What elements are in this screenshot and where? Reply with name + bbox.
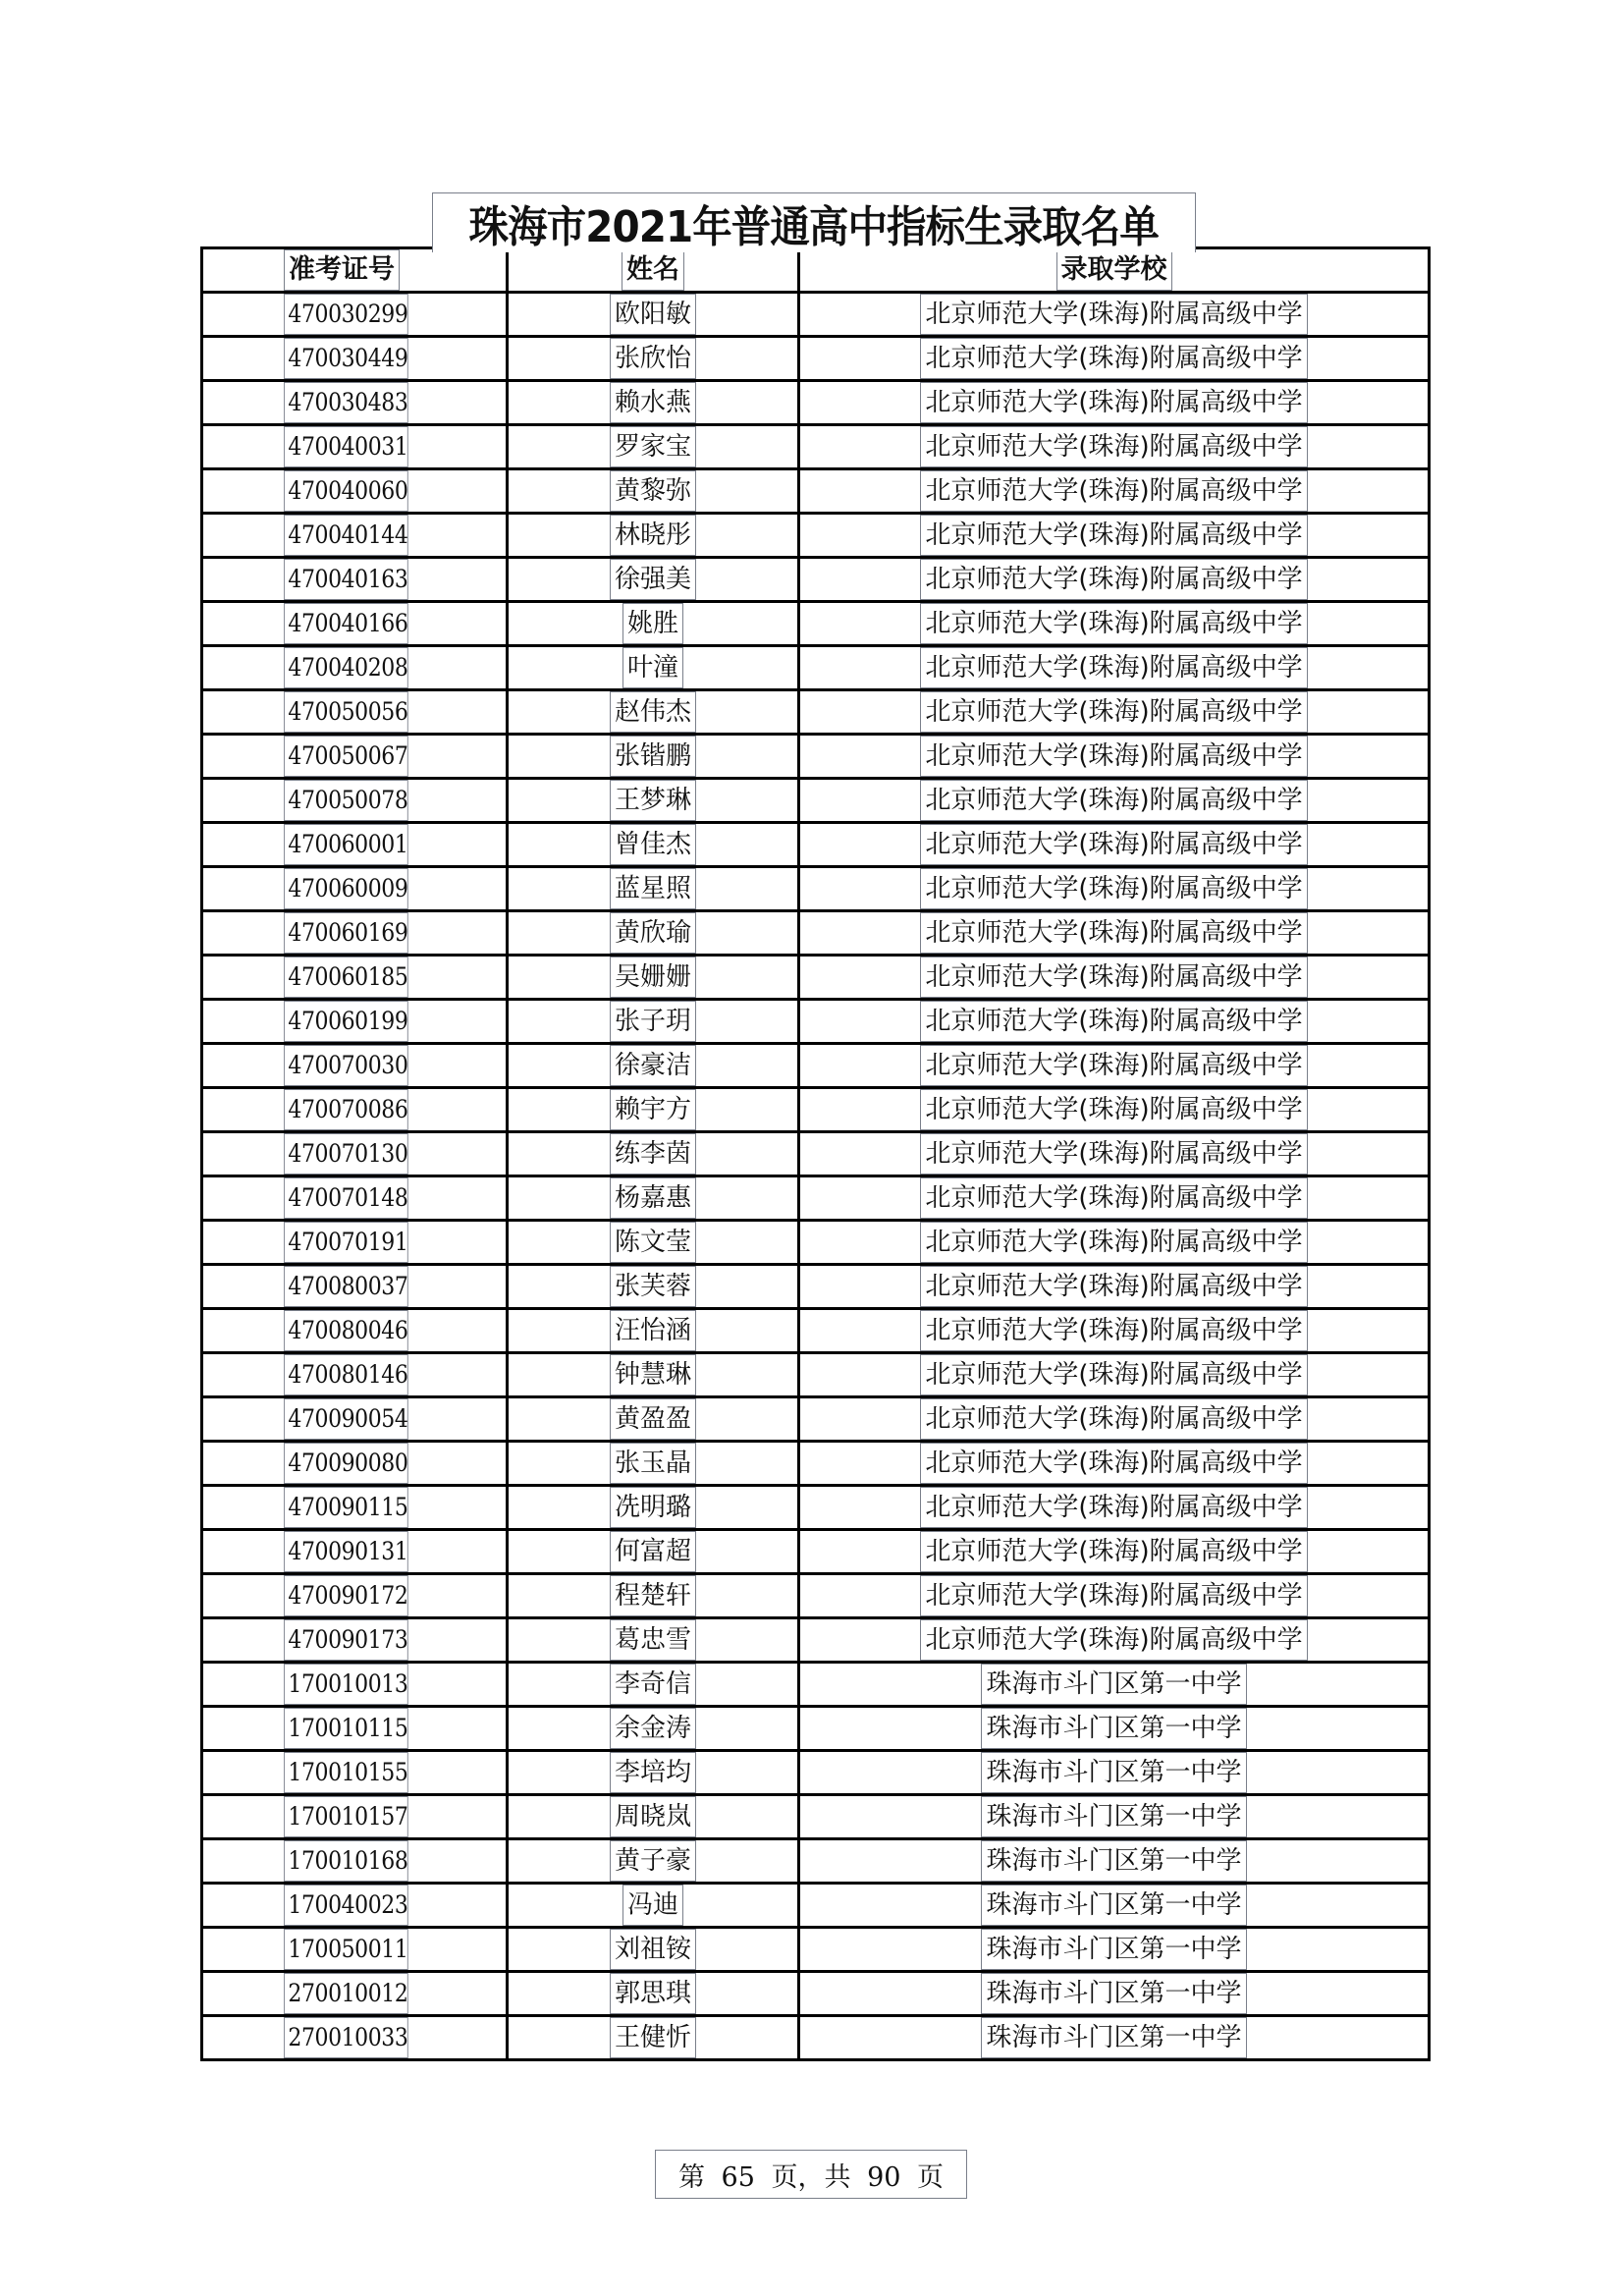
exam-id-cell: [202, 469, 508, 514]
table-row: [202, 956, 1430, 1000]
school-cell-text: 北京师范大学(珠海)附属高级中学: [920, 1531, 1307, 1572]
school-cell: [799, 1795, 1430, 1839]
student-name-cell-text: 林晓彤: [610, 515, 696, 556]
school-cell: [799, 867, 1430, 911]
header-school-label: 录取学校: [1056, 249, 1172, 291]
school-cell: [799, 1309, 1430, 1353]
student-name-cell-text: 张锴鹏: [610, 736, 696, 777]
exam-id-cell: [202, 1132, 508, 1176]
student-name-cell: [508, 293, 799, 337]
exam-id-cell: [202, 1884, 508, 1928]
exam-id-cell-text: 470090173: [284, 1619, 408, 1661]
exam-id-cell: [202, 558, 508, 602]
school-cell-text: 北京师范大学(珠海)附属高级中学: [920, 1487, 1307, 1528]
exam-id-cell: [202, 1795, 508, 1839]
school-cell-text: 北京师范大学(珠海)附属高级中学: [920, 691, 1307, 733]
exam-id-cell: [202, 1176, 508, 1221]
school-cell-text: 北京师范大学(珠海)附属高级中学: [920, 338, 1307, 379]
exam-id-cell: [202, 779, 508, 823]
student-name-cell: [508, 1663, 799, 1707]
student-name-cell: [508, 1221, 799, 1265]
exam-id-cell: [202, 1442, 508, 1486]
school-cell-text: 北京师范大学(珠海)附属高级中学: [920, 1619, 1307, 1661]
document-title: 珠海市2021年普通高中指标生录取名单: [468, 202, 1160, 252]
exam-id-cell: [202, 514, 508, 558]
exam-id-cell-text: 170040023: [284, 1885, 408, 1926]
student-name-cell-text: 何富超: [610, 1531, 696, 1572]
school-cell-text: 北京师范大学(珠海)附属高级中学: [920, 1001, 1307, 1042]
exam-id-cell-text: 470050078: [284, 780, 408, 821]
table-row: [202, 735, 1430, 779]
school-cell: [799, 1618, 1430, 1663]
school-cell-text: 北京师范大学(珠海)附属高级中学: [920, 603, 1307, 644]
student-name-cell: [508, 911, 799, 956]
exam-id-cell: [202, 602, 508, 646]
school-cell-text: 北京师范大学(珠海)附属高级中学: [920, 1443, 1307, 1484]
student-name-cell: [508, 469, 799, 514]
school-cell: [799, 646, 1430, 690]
exam-id-cell-text: 470050056: [284, 691, 408, 733]
school-cell: [799, 1176, 1430, 1221]
exam-id-cell-text: 470040031: [284, 426, 408, 467]
exam-id-cell: [202, 1265, 508, 1309]
student-name-cell: [508, 1972, 799, 2016]
school-cell-text: 珠海市斗门区第一中学: [981, 1973, 1246, 2014]
school-cell-text: 北京师范大学(珠海)附属高级中学: [920, 1222, 1307, 1263]
table-row: [202, 867, 1430, 911]
school-cell: [799, 1044, 1430, 1088]
school-cell-text: 北京师范大学(珠海)附属高级中学: [920, 824, 1307, 865]
exam-id-cell-text: 470060001: [284, 824, 408, 865]
table-row: [202, 1309, 1430, 1353]
student-name-cell-text: 郭思琪: [610, 1973, 696, 2014]
table-row: [202, 1088, 1430, 1132]
exam-id-cell-text: 170010168: [284, 1840, 408, 1882]
student-name-cell-text: 冼明璐: [610, 1487, 696, 1528]
exam-id-cell-text: 470090054: [284, 1398, 408, 1440]
table-row: [202, 1839, 1430, 1884]
student-name-cell: [508, 1309, 799, 1353]
exam-id-cell: [202, 1663, 508, 1707]
table-row: [202, 1221, 1430, 1265]
student-name-cell: [508, 779, 799, 823]
school-cell-text: 北京师范大学(珠海)附属高级中学: [920, 1177, 1307, 1219]
exam-id-cell-text: 470030299: [284, 294, 408, 335]
student-name-cell-text: 李培均: [610, 1752, 696, 1793]
table-body: [202, 293, 1430, 2060]
table-row: [202, 293, 1430, 337]
school-cell: [799, 1221, 1430, 1265]
student-name-cell: [508, 425, 799, 469]
student-name-cell: [508, 1265, 799, 1309]
student-name-cell: [508, 735, 799, 779]
student-name-cell-text: 黄盈盈: [610, 1398, 696, 1440]
student-name-cell-text: 王健忻: [610, 2017, 696, 2058]
exam-id-cell-text: 470070148: [284, 1177, 408, 1219]
exam-id-cell: [202, 337, 508, 381]
school-cell-text: 珠海市斗门区第一中学: [981, 1796, 1246, 1837]
student-name-cell: [508, 1044, 799, 1088]
school-cell: [799, 1663, 1430, 1707]
school-cell: [799, 425, 1430, 469]
school-cell-text: 珠海市斗门区第一中学: [981, 1752, 1246, 1793]
school-cell-text: 北京师范大学(珠海)附属高级中学: [920, 780, 1307, 821]
school-cell: [799, 381, 1430, 425]
school-cell: [799, 337, 1430, 381]
school-cell-text: 珠海市斗门区第一中学: [981, 1929, 1246, 1970]
admission-table: [200, 246, 1431, 2061]
student-name-cell: [508, 1176, 799, 1221]
school-cell: [799, 602, 1430, 646]
table-row: [202, 1663, 1430, 1707]
table-row: [202, 1442, 1430, 1486]
school-cell-text: 北京师范大学(珠海)附属高级中学: [920, 1354, 1307, 1395]
student-name-cell-text: 赖水燕: [610, 382, 696, 423]
exam-id-cell: [202, 1618, 508, 1663]
school-cell: [799, 1928, 1430, 1972]
student-name-cell-text: 黄黎弥: [610, 470, 696, 512]
exam-id-cell-text: 470060169: [284, 912, 408, 954]
exam-id-cell-text: 170010155: [284, 1752, 408, 1793]
student-name-cell-text: 陈文莹: [610, 1222, 696, 1263]
student-name-cell: [508, 1353, 799, 1397]
school-cell-text: 北京师范大学(珠海)附属高级中学: [920, 426, 1307, 467]
exam-id-cell-text: 470080037: [284, 1266, 408, 1307]
school-cell: [799, 1000, 1430, 1044]
school-cell-text: 北京师范大学(珠海)附属高级中学: [920, 912, 1307, 954]
student-name-cell-text: 叶潼: [622, 647, 683, 688]
school-cell-text: 北京师范大学(珠海)附属高级中学: [920, 1266, 1307, 1307]
school-cell-text: 北京师范大学(珠海)附属高级中学: [920, 294, 1307, 335]
student-name-cell-text: 徐豪洁: [610, 1045, 696, 1086]
student-name-cell: [508, 646, 799, 690]
table-row: [202, 602, 1430, 646]
table-row: [202, 1000, 1430, 1044]
exam-id-cell-text: 270010033: [284, 2017, 408, 2058]
student-name-cell-text: 张芙蓉: [610, 1266, 696, 1307]
student-name-cell-text: 欧阳敏: [610, 294, 696, 335]
student-name-cell: [508, 1088, 799, 1132]
school-cell: [799, 1751, 1430, 1795]
school-cell-text: 北京师范大学(珠海)附属高级中学: [920, 382, 1307, 423]
student-name-cell: [508, 1795, 799, 1839]
page-number-footer: [655, 2150, 967, 2199]
school-cell-text: 北京师范大学(珠海)附属高级中学: [920, 559, 1307, 600]
student-name-cell-text: 汪怡涵: [610, 1310, 696, 1351]
table-row: [202, 646, 1430, 690]
table-row: [202, 2016, 1430, 2060]
header-school: [799, 248, 1430, 293]
exam-id-cell-text: 470060199: [284, 1001, 408, 1042]
school-cell: [799, 514, 1430, 558]
student-name-cell: [508, 1000, 799, 1044]
student-name-cell: [508, 1486, 799, 1530]
school-cell: [799, 558, 1430, 602]
student-name-cell-text: 姚胜: [622, 603, 683, 644]
student-name-cell-text: 徐强美: [610, 559, 696, 600]
exam-id-cell-text: 170050011: [284, 1929, 408, 1970]
table-row: [202, 1972, 1430, 2016]
school-cell: [799, 690, 1430, 735]
student-name-cell-text: 张玉晶: [610, 1443, 696, 1484]
school-cell-text: 北京师范大学(珠海)附属高级中学: [920, 736, 1307, 777]
exam-id-cell-text: 470030483: [284, 382, 408, 423]
exam-id-cell-text: 470060185: [284, 957, 408, 998]
exam-id-cell: [202, 1972, 508, 2016]
student-name-cell: [508, 1397, 799, 1442]
exam-id-cell: [202, 690, 508, 735]
table-row: [202, 1397, 1430, 1442]
header-name: [508, 248, 799, 293]
student-name-cell: [508, 558, 799, 602]
school-cell-text: 珠海市斗门区第一中学: [981, 1664, 1246, 1705]
exam-id-cell: [202, 1839, 508, 1884]
exam-id-cell: [202, 1707, 508, 1751]
student-name-cell-text: 吴姗姗: [610, 957, 696, 998]
table-row: [202, 823, 1430, 867]
table-row: [202, 1795, 1430, 1839]
exam-id-cell-text: 470070086: [284, 1089, 408, 1130]
table-row: [202, 1751, 1430, 1795]
table-row: [202, 425, 1430, 469]
exam-id-cell-text: 470040208: [284, 647, 408, 688]
exam-id-cell: [202, 2016, 508, 2060]
student-name-cell-text: 赵伟杰: [610, 691, 696, 733]
student-name-cell-text: 王梦琳: [610, 780, 696, 821]
school-cell: [799, 2016, 1430, 2060]
student-name-cell: [508, 956, 799, 1000]
school-cell-text: 北京师范大学(珠海)附属高级中学: [920, 1045, 1307, 1086]
student-name-cell: [508, 2016, 799, 2060]
exam-id-cell: [202, 1486, 508, 1530]
exam-id-cell-text: 170010115: [284, 1708, 408, 1749]
exam-id-cell-text: 470040166: [284, 603, 408, 644]
table-row: [202, 1928, 1430, 1972]
exam-id-cell: [202, 425, 508, 469]
exam-id-cell: [202, 381, 508, 425]
school-cell: [799, 1132, 1430, 1176]
table-row: [202, 779, 1430, 823]
table-row: [202, 469, 1430, 514]
school-cell: [799, 1972, 1430, 2016]
school-cell: [799, 1486, 1430, 1530]
student-name-cell: [508, 1574, 799, 1618]
exam-id-cell: [202, 1309, 508, 1353]
exam-id-cell: [202, 1530, 508, 1574]
school-cell: [799, 469, 1430, 514]
table-row: [202, 1618, 1430, 1663]
exam-id-cell-text: 470070191: [284, 1222, 408, 1263]
school-cell-text: 北京师范大学(珠海)附属高级中学: [920, 1398, 1307, 1440]
school-cell: [799, 1442, 1430, 1486]
exam-id-cell-text: 470090080: [284, 1443, 408, 1484]
student-name-cell: [508, 867, 799, 911]
exam-id-cell: [202, 1088, 508, 1132]
exam-id-cell: [202, 1928, 508, 1972]
table-row: [202, 911, 1430, 956]
exam-id-cell-text: 470090172: [284, 1575, 408, 1616]
student-name-cell-text: 曾佳杰: [610, 824, 696, 865]
school-cell-text: 北京师范大学(珠海)附属高级中学: [920, 1133, 1307, 1175]
student-name-cell: [508, 1132, 799, 1176]
table-header-row: [202, 248, 1430, 293]
school-cell: [799, 823, 1430, 867]
exam-id-cell: [202, 1353, 508, 1397]
exam-id-cell-text: 470070030: [284, 1045, 408, 1086]
student-name-cell-text: 葛忠雪: [610, 1619, 696, 1661]
school-cell: [799, 911, 1430, 956]
exam-id-cell: [202, 911, 508, 956]
school-cell: [799, 956, 1430, 1000]
student-name-cell-text: 冯迪: [622, 1885, 683, 1926]
student-name-cell-text: 周晓岚: [610, 1796, 696, 1837]
exam-id-cell: [202, 1044, 508, 1088]
student-name-cell: [508, 1618, 799, 1663]
student-name-cell: [508, 823, 799, 867]
student-name-cell-text: 黄欣瑜: [610, 912, 696, 954]
exam-id-cell-text: 470060009: [284, 868, 408, 909]
school-cell: [799, 1707, 1430, 1751]
exam-id-cell: [202, 735, 508, 779]
student-name-cell: [508, 1928, 799, 1972]
exam-id-cell-text: 470090131: [284, 1531, 408, 1572]
table-row: [202, 1574, 1430, 1618]
exam-id-cell-text: 470040060: [284, 470, 408, 512]
school-cell: [799, 1265, 1430, 1309]
exam-id-cell: [202, 293, 508, 337]
school-cell: [799, 293, 1430, 337]
table-row: [202, 381, 1430, 425]
school-cell: [799, 1884, 1430, 1928]
exam-id-cell-text: 170010157: [284, 1796, 408, 1837]
school-cell: [799, 735, 1430, 779]
exam-id-cell-text: 470080046: [284, 1310, 408, 1351]
student-name-cell-text: 蓝星照: [610, 868, 696, 909]
exam-id-cell: [202, 1574, 508, 1618]
student-name-cell: [508, 337, 799, 381]
table-row: [202, 1265, 1430, 1309]
student-name-cell: [508, 1839, 799, 1884]
exam-id-cell: [202, 646, 508, 690]
school-cell-text: 北京师范大学(珠海)附属高级中学: [920, 957, 1307, 998]
exam-id-cell: [202, 1221, 508, 1265]
school-cell: [799, 1353, 1430, 1397]
exam-id-cell-text: 470040163: [284, 559, 408, 600]
school-cell-text: 北京师范大学(珠海)附属高级中学: [920, 868, 1307, 909]
student-name-cell: [508, 1530, 799, 1574]
school-cell-text: 北京师范大学(珠海)附属高级中学: [920, 647, 1307, 688]
exam-id-cell: [202, 956, 508, 1000]
school-cell-text: 珠海市斗门区第一中学: [981, 1885, 1246, 1926]
student-name-cell-text: 罗家宝: [610, 426, 696, 467]
exam-id-cell: [202, 823, 508, 867]
school-cell: [799, 1088, 1430, 1132]
exam-id-cell: [202, 1397, 508, 1442]
school-cell: [799, 1397, 1430, 1442]
exam-id-cell: [202, 1751, 508, 1795]
table-row: [202, 514, 1430, 558]
exam-id-cell-text: 470080146: [284, 1354, 408, 1395]
table-row: [202, 1132, 1430, 1176]
student-name-cell-text: 黄子豪: [610, 1840, 696, 1882]
school-cell-text: 北京师范大学(珠海)附属高级中学: [920, 470, 1307, 512]
student-name-cell-text: 赖宇方: [610, 1089, 696, 1130]
header-exam-id-label: 准考证号: [284, 249, 400, 291]
student-name-cell-text: 张欣怡: [610, 338, 696, 379]
student-name-cell-text: 张子玥: [610, 1001, 696, 1042]
student-name-cell: [508, 514, 799, 558]
table-row: [202, 1176, 1430, 1221]
table-row: [202, 1530, 1430, 1574]
school-cell-text: 北京师范大学(珠海)附属高级中学: [920, 1089, 1307, 1130]
table-row: [202, 1044, 1430, 1088]
student-name-cell-text: 余金涛: [610, 1708, 696, 1749]
exam-id-cell-text: 270010012: [284, 1973, 408, 2014]
student-name-cell: [508, 1707, 799, 1751]
student-name-cell-text: 李奇信: [610, 1664, 696, 1705]
exam-id-cell-text: 470050067: [284, 736, 408, 777]
student-name-cell: [508, 381, 799, 425]
header-name-label: 姓名: [622, 249, 684, 291]
header-exam-id: [202, 248, 508, 293]
school-cell-text: 珠海市斗门区第一中学: [981, 1708, 1246, 1749]
table-row: [202, 1486, 1430, 1530]
school-cell: [799, 1530, 1430, 1574]
school-cell-text: 珠海市斗门区第一中学: [981, 2017, 1246, 2058]
exam-id-cell-text: 470030449: [284, 338, 408, 379]
school-cell: [799, 1839, 1430, 1884]
exam-id-cell: [202, 1000, 508, 1044]
school-cell-text: 北京师范大学(珠海)附属高级中学: [920, 515, 1307, 556]
student-name-cell-text: 程楚轩: [610, 1575, 696, 1616]
student-name-cell: [508, 1442, 799, 1486]
table-row: [202, 337, 1430, 381]
student-name-cell-text: 杨嘉惠: [610, 1177, 696, 1219]
student-name-cell: [508, 690, 799, 735]
school-cell-text: 北京师范大学(珠海)附属高级中学: [920, 1310, 1307, 1351]
exam-id-cell: [202, 867, 508, 911]
exam-id-cell-text: 470070130: [284, 1133, 408, 1175]
school-cell: [799, 779, 1430, 823]
student-name-cell: [508, 1751, 799, 1795]
table-row: [202, 1353, 1430, 1397]
student-name-cell-text: 练李茵: [610, 1133, 696, 1175]
student-name-cell-text: 钟慧琳: [610, 1354, 696, 1395]
school-cell-text: 北京师范大学(珠海)附属高级中学: [920, 1575, 1307, 1616]
student-name-cell: [508, 1884, 799, 1928]
table-row: [202, 690, 1430, 735]
table-row: [202, 558, 1430, 602]
exam-id-cell-text: 470040144: [284, 515, 408, 556]
exam-id-cell-text: 170010013: [284, 1664, 408, 1705]
table-row: [202, 1884, 1430, 1928]
exam-id-cell-text: 470090115: [284, 1487, 408, 1528]
page-number-label: 第 65 页，共 90 页: [677, 2161, 945, 2193]
document-title-box: [432, 192, 1196, 252]
student-name-cell-text: 刘祖铵: [610, 1929, 696, 1970]
school-cell-text: 珠海市斗门区第一中学: [981, 1840, 1246, 1882]
table-row: [202, 1707, 1430, 1751]
student-name-cell: [508, 602, 799, 646]
school-cell: [799, 1574, 1430, 1618]
